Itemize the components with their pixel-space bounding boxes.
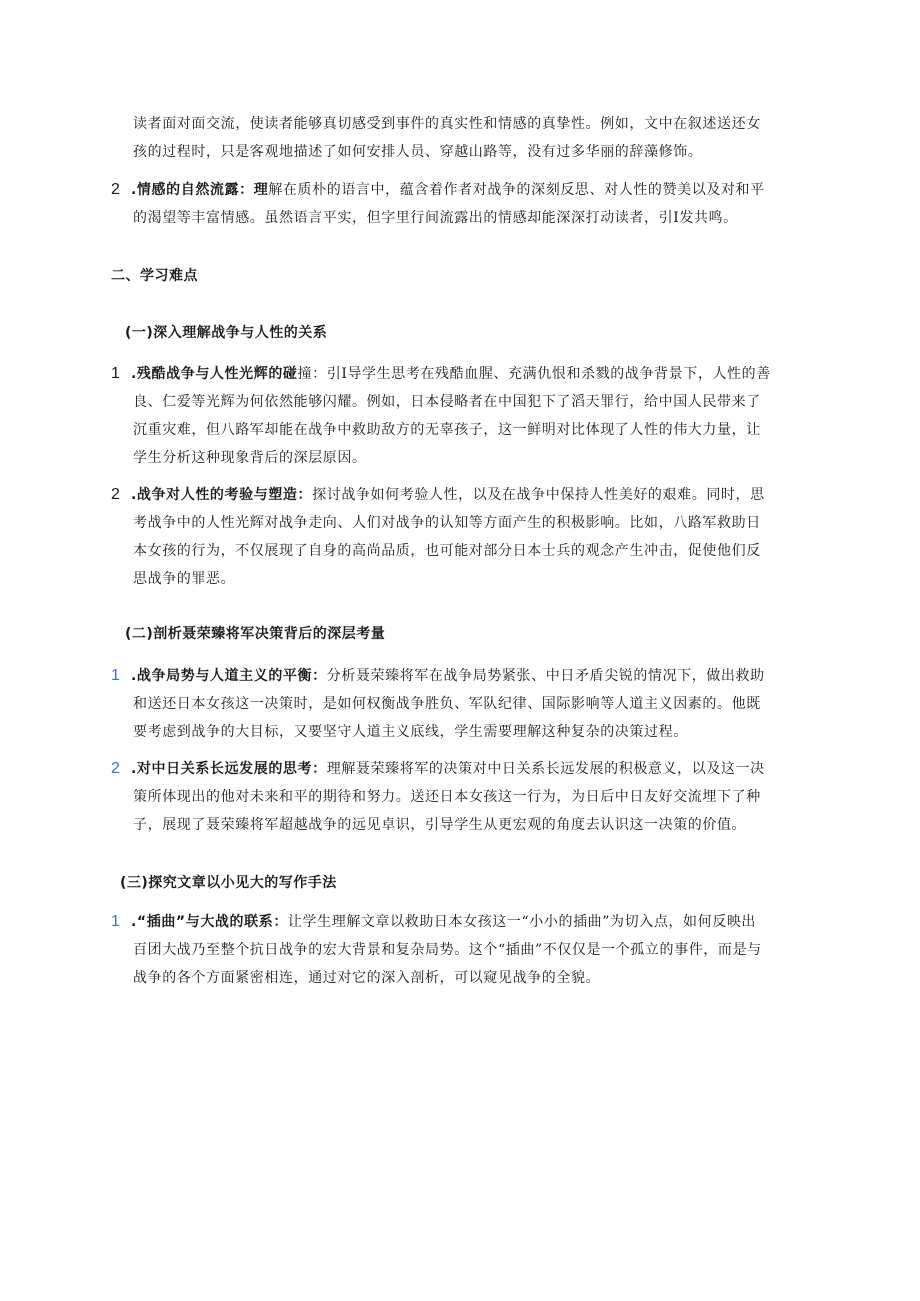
list-number: 2 xyxy=(111,181,121,198)
item-lead: .战争局势与人道主义的平衡： xyxy=(131,668,327,684)
item-text: 让学生理解文章以救助日本女孩这一“小小的插曲”为切入点，如何反映出 xyxy=(287,914,757,930)
item-text-line: 百团大战乃至整个抗日战争的宏大背景和复杂局势。这个“插曲”不仅仅是一个孤立的事件，而是与 xyxy=(133,942,762,958)
section-heading: 二、学习难点 xyxy=(111,268,198,284)
item-lead: .残酷战争与人性光辉的碰 xyxy=(131,366,298,382)
item-text-line: 战争的各个方面紧密相连，通过对它的深入剖析，可以窥见战争的全貌。 xyxy=(133,970,601,986)
item-text-line: 思战争的罪恶。 xyxy=(133,571,236,587)
item-text-line: 要考虑到战争的大目标，又要坚守人道主义底线，学生需要理解这种复杂的决策过程。 xyxy=(133,724,688,740)
intro-line: 读者面对面交流，使读者能够真切感受到事件的真实性和情感的真挚性。例如，文中在叙述送还女 xyxy=(133,116,761,132)
item-lead: .战争对人性的考验与塑造： xyxy=(131,487,313,503)
item-text: 理解聂荣臻将军的决策对中日关系长远发展的积极意义，以及这一决 xyxy=(326,761,765,777)
item-text-line: 良、仁爱等光辉为何依然能够闪耀。例如，日本侵略者在中国犯下了滔天罪行，给中国人民带来了 xyxy=(133,394,761,410)
item-text-line: 和送还日本女孩这一决策时，是如何权衡战争胜负、军队纪律、国际影响等人道主义因素的。他既 xyxy=(133,696,761,712)
item-text: 分析聂荣臻将军在战争局势紧张、中日矛盾尖锐的情况下，做出救助 xyxy=(326,668,765,684)
item-text-line: 的渴望等丰富情感。虽然语言平实，但字里行间流露出的情感却能深深打动读者，引I发共鸣。 xyxy=(133,210,738,226)
item-text: 探讨战争如何考验人性，以及在战争中保持人性美好的艰难。同时，思 xyxy=(312,487,765,503)
list-number: 1 xyxy=(111,365,121,382)
item-text-line: 策所体现出的他对未来和平的期待和努力。送还日本女孩这一行为，为日后中日友好交流埋下了种 xyxy=(133,789,761,805)
intro-paragraph xyxy=(133,110,761,166)
item-text-line: 考战争中的人性光辉对战争走向、人们对战争的认知等方面产生的积极影响。比如，八路军救助日 xyxy=(133,515,761,531)
list-number: 2 xyxy=(111,760,121,777)
list-number: 2 xyxy=(111,486,121,503)
item-text: 撞：引I导学生思考在残酷血腥、充满仇恨和杀戮的战争背景下，人性的善 xyxy=(297,366,771,382)
list-number: 1 xyxy=(111,913,121,930)
subsection-heading: (一)深入理解战争与人性的关系 xyxy=(125,325,328,341)
item-text-line: 沉重灾难，但八路军却能在战争中救助敌方的无辜孩子，这一鲜明对比体现了人性的伟大力量，让 xyxy=(133,422,761,438)
item-text-line: 本女孩的行为，不仅展现了自身的高尚品质，也可能对部分日本士兵的观念产生冲击，促使他们反 xyxy=(133,543,761,559)
item-text-line: 子，展现了聂荣臻将军超越战争的远见卓识，引导学生从更宏观的角度去认识这一决策的价值。 xyxy=(133,817,747,833)
intro-line: 孩的过程时，只是客观地描述了如何安排人员、穿越山路等，没有过多华丽的辞藻修饰。 xyxy=(133,144,703,160)
item-text: 解在质朴的语言中，蕴含着作者对战争的深刻反思、对人性的赞美以及对和平 xyxy=(268,182,765,198)
item-lead: .情感的自然流露：理 xyxy=(131,182,269,198)
item-text-line: 学生分析这种现象背后的深层原因。 xyxy=(133,450,367,466)
subsection-heading: (三)探究文章以小见大的写作手法 xyxy=(120,875,337,891)
item-lead: .对中日关系长远发展的思考： xyxy=(131,761,327,777)
item-lead: .“插曲”与大战的联系： xyxy=(131,914,288,930)
list-number: 1 xyxy=(111,667,121,684)
subsection-heading: (二)剖析聂荣臻将军决策背后的深层考量 xyxy=(125,626,386,642)
